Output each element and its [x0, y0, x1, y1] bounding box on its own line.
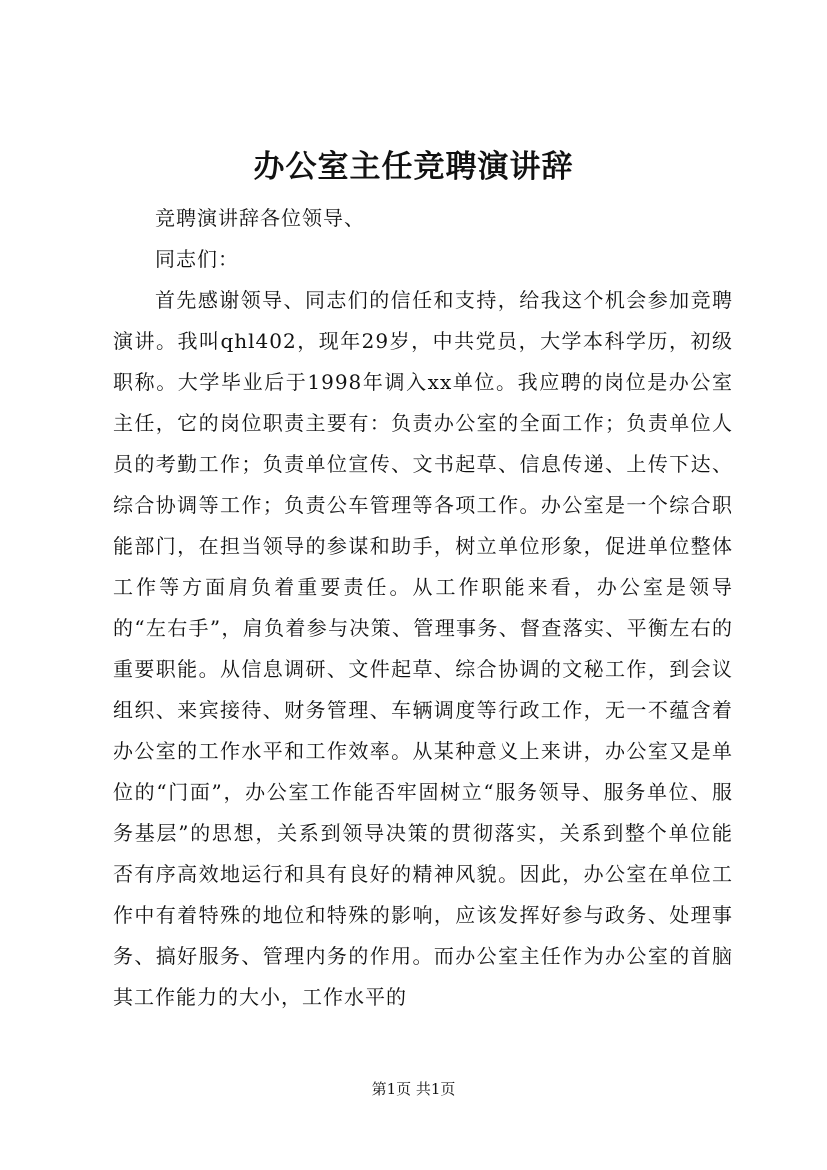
body-paragraph: 首先感谢领导、同志们的信任和支持，给我这个机会参加竞聘演讲。我叫qhl402，现年29岁，中共党员，大学本科学历，初级职称。大学毕业后于1998年调入xx单位。我应聘的岗位是办公室主任，它的岗位职责主要有：负责办公室的全面工作；负责单位人员的考勤工作；负责单位宣传、文书起草、信息传递、上传下达、综合协调等工作；负责公车管理等各项工作。办公室是一个综合职能部门，在担当领导的参谋和助手，树立单位形象，促进单位整体工作等方面肩负着重要责任。从工作职能来看，办公室是领导的“左右手”，肩负着参与决策、管理事务、督查落实、平衡左右的重要职能。从信息调研、文件起草、综合协调的文秘工作，到会议组织、来宾接待、财务管理、车辆调度等行政工作，无一不蕴含着办公室的工作水平和工作效率。从某种意义上来讲，办公室又是单位的“门面”，办公室工作能否牢固树立“服务领导、服务单位、服务基层”的思想，关系到领导决策的贯彻落实，关系到整个单位能否有序高效地运行和具有良好的精神风貌。因此，办公室在单位工作中有着特殊的地位和特殊的影响，应该发挥好参与政务、处理事务、搞好服务、管理内务的作用。而办公室主任作为办公室的首脑其工作能力的大小，工作水平的	[113, 288, 733, 1009]
document-title: 办公室主任竞聘演讲辞	[253, 149, 574, 185]
page-footer: 第1页 共1页	[371, 1080, 456, 1098]
salutation-line: 同志们：	[155, 247, 239, 271]
document-body	[113, 198, 733, 1018]
greeting-line: 竞聘演讲辞各位领导、	[155, 206, 365, 230]
